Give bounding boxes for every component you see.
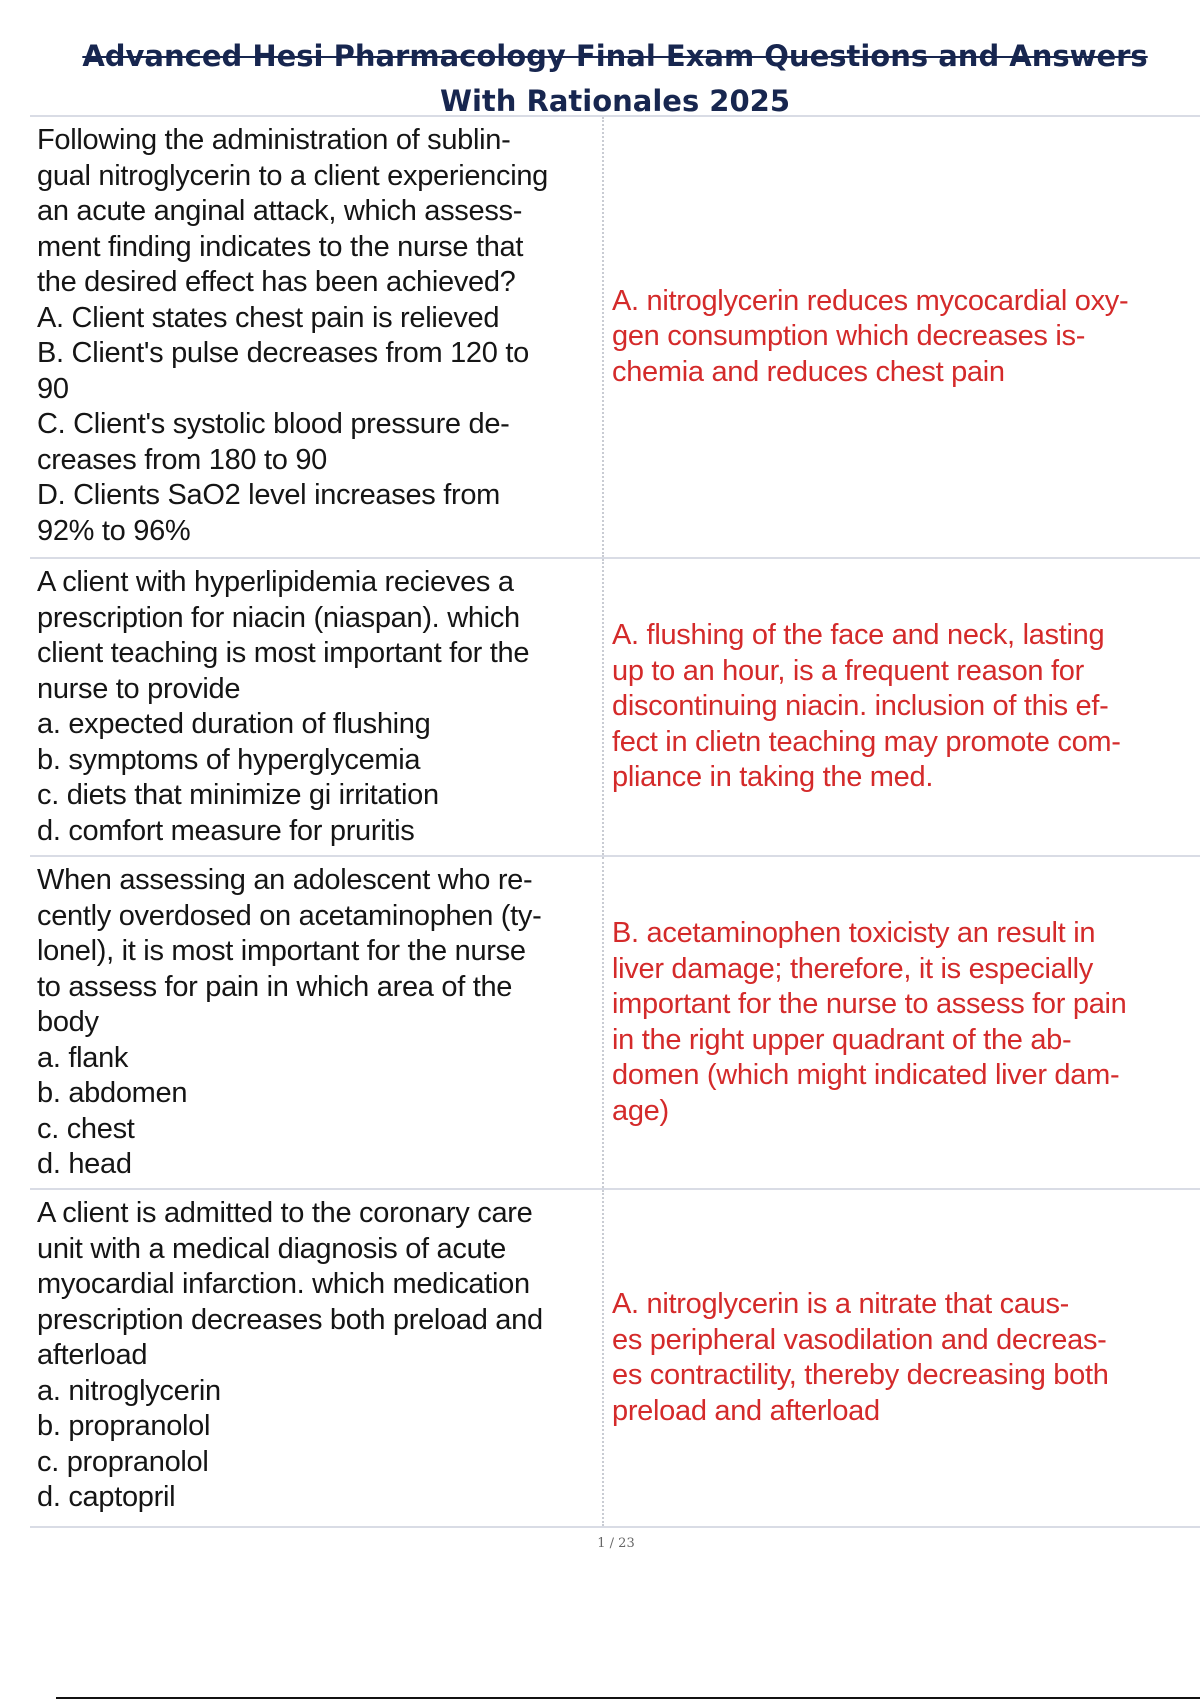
document-title [30, 34, 1200, 124]
question-cell [30, 559, 604, 855]
qa-row [30, 1190, 1200, 1528]
option-c: c. diets that minimize gi irritation [37, 779, 439, 811]
page-number: 1 / 23 [597, 1536, 635, 1551]
answer-rationale: B. acetaminophen toxicisty an result in liver damage; therefore, it is especially important for the nurse to assess for pain in the right upper quadrant of the ab- domen (which might indicated liver dam- age) [612, 917, 1127, 1127]
footer-divider [56, 1697, 1200, 1699]
option-c: c. propranolol [37, 1445, 209, 1478]
answer-rationale: A. nitroglycerin reduces mycocardial oxy- gen consumption which decreases is- chemia and reduces chest pain [612, 284, 1129, 388]
answer-cell [604, 559, 1200, 855]
answer-rationale: A. nitroglycerin is a nitrate that caus- es peripheral vasodilation and decreas- es contractility, thereby decreasing both preload and afterload [612, 1288, 1109, 1427]
option-b: b. symptoms of hyperglycemia [37, 743, 421, 776]
question-cell [30, 857, 604, 1188]
title-line-1: Advanced Hesi Pharmacology Final Exam Questions and Answers [82, 39, 1148, 73]
question-text: When assessing an adolescent who re- cently overdosed on acetaminophen (ty- lonel), it is most important for the nurse to assess for pain in which area of the body [37, 864, 542, 1038]
answer-cell [604, 1190, 1200, 1526]
option-a: a. expected duration of flushing [37, 708, 431, 740]
answer-rationale: A. flushing of the face and neck, lasting up to an hour, is a frequent reason for discontinuing niacin. inclusion of this ef- fect in clietn teaching may promote com- pliance in taking the med. [612, 619, 1121, 794]
answer-cell [604, 857, 1200, 1188]
option-b: B. Client's pulse decreases from 120 to 90 [37, 337, 529, 405]
question-cell [30, 1190, 604, 1526]
option-d: d. captopril [37, 1481, 176, 1513]
qa-row [30, 559, 1200, 857]
option-a: a. nitroglycerin [37, 1374, 221, 1407]
answer-cell [604, 117, 1200, 557]
option-b: b. propranolol [37, 1410, 211, 1442]
title-line-2: With Rationales 2025 [439, 84, 791, 118]
qa-row [30, 857, 1200, 1190]
option-c: C. Client's systolic blood pressure de- creases from 180 to 90 [37, 408, 510, 476]
option-b: b. abdomen [37, 1077, 188, 1109]
option-a: A. Client states chest pain is relieved [37, 301, 500, 334]
option-d: D. Clients SaO2 level increases from 92% to 96% [37, 479, 501, 547]
qa-row [30, 117, 1200, 559]
question-text: A client is admitted to the coronary care unit with a medical diagnosis of acute myocardial infarction. which medication prescription decreases both preload and afterload [37, 1197, 543, 1371]
option-d: d. comfort measure for pruritis [37, 814, 415, 847]
question-text: Following the administration of sublin- gual nitroglycerin to a client experiencing an acute anginal attack, which assess- ment finding indicates to the nurse that the desired effect has been achieved? [37, 124, 549, 298]
question-text: A client with hyperlipidemia recieves a prescription for niacin (niaspan). which client teaching is most important for the nurse to provide [37, 566, 530, 705]
qa-table [30, 115, 1200, 1528]
option-a: a. flank [37, 1041, 129, 1074]
option-d: d. head [37, 1148, 132, 1180]
option-c: c. chest [37, 1112, 135, 1145]
question-cell [30, 117, 604, 557]
